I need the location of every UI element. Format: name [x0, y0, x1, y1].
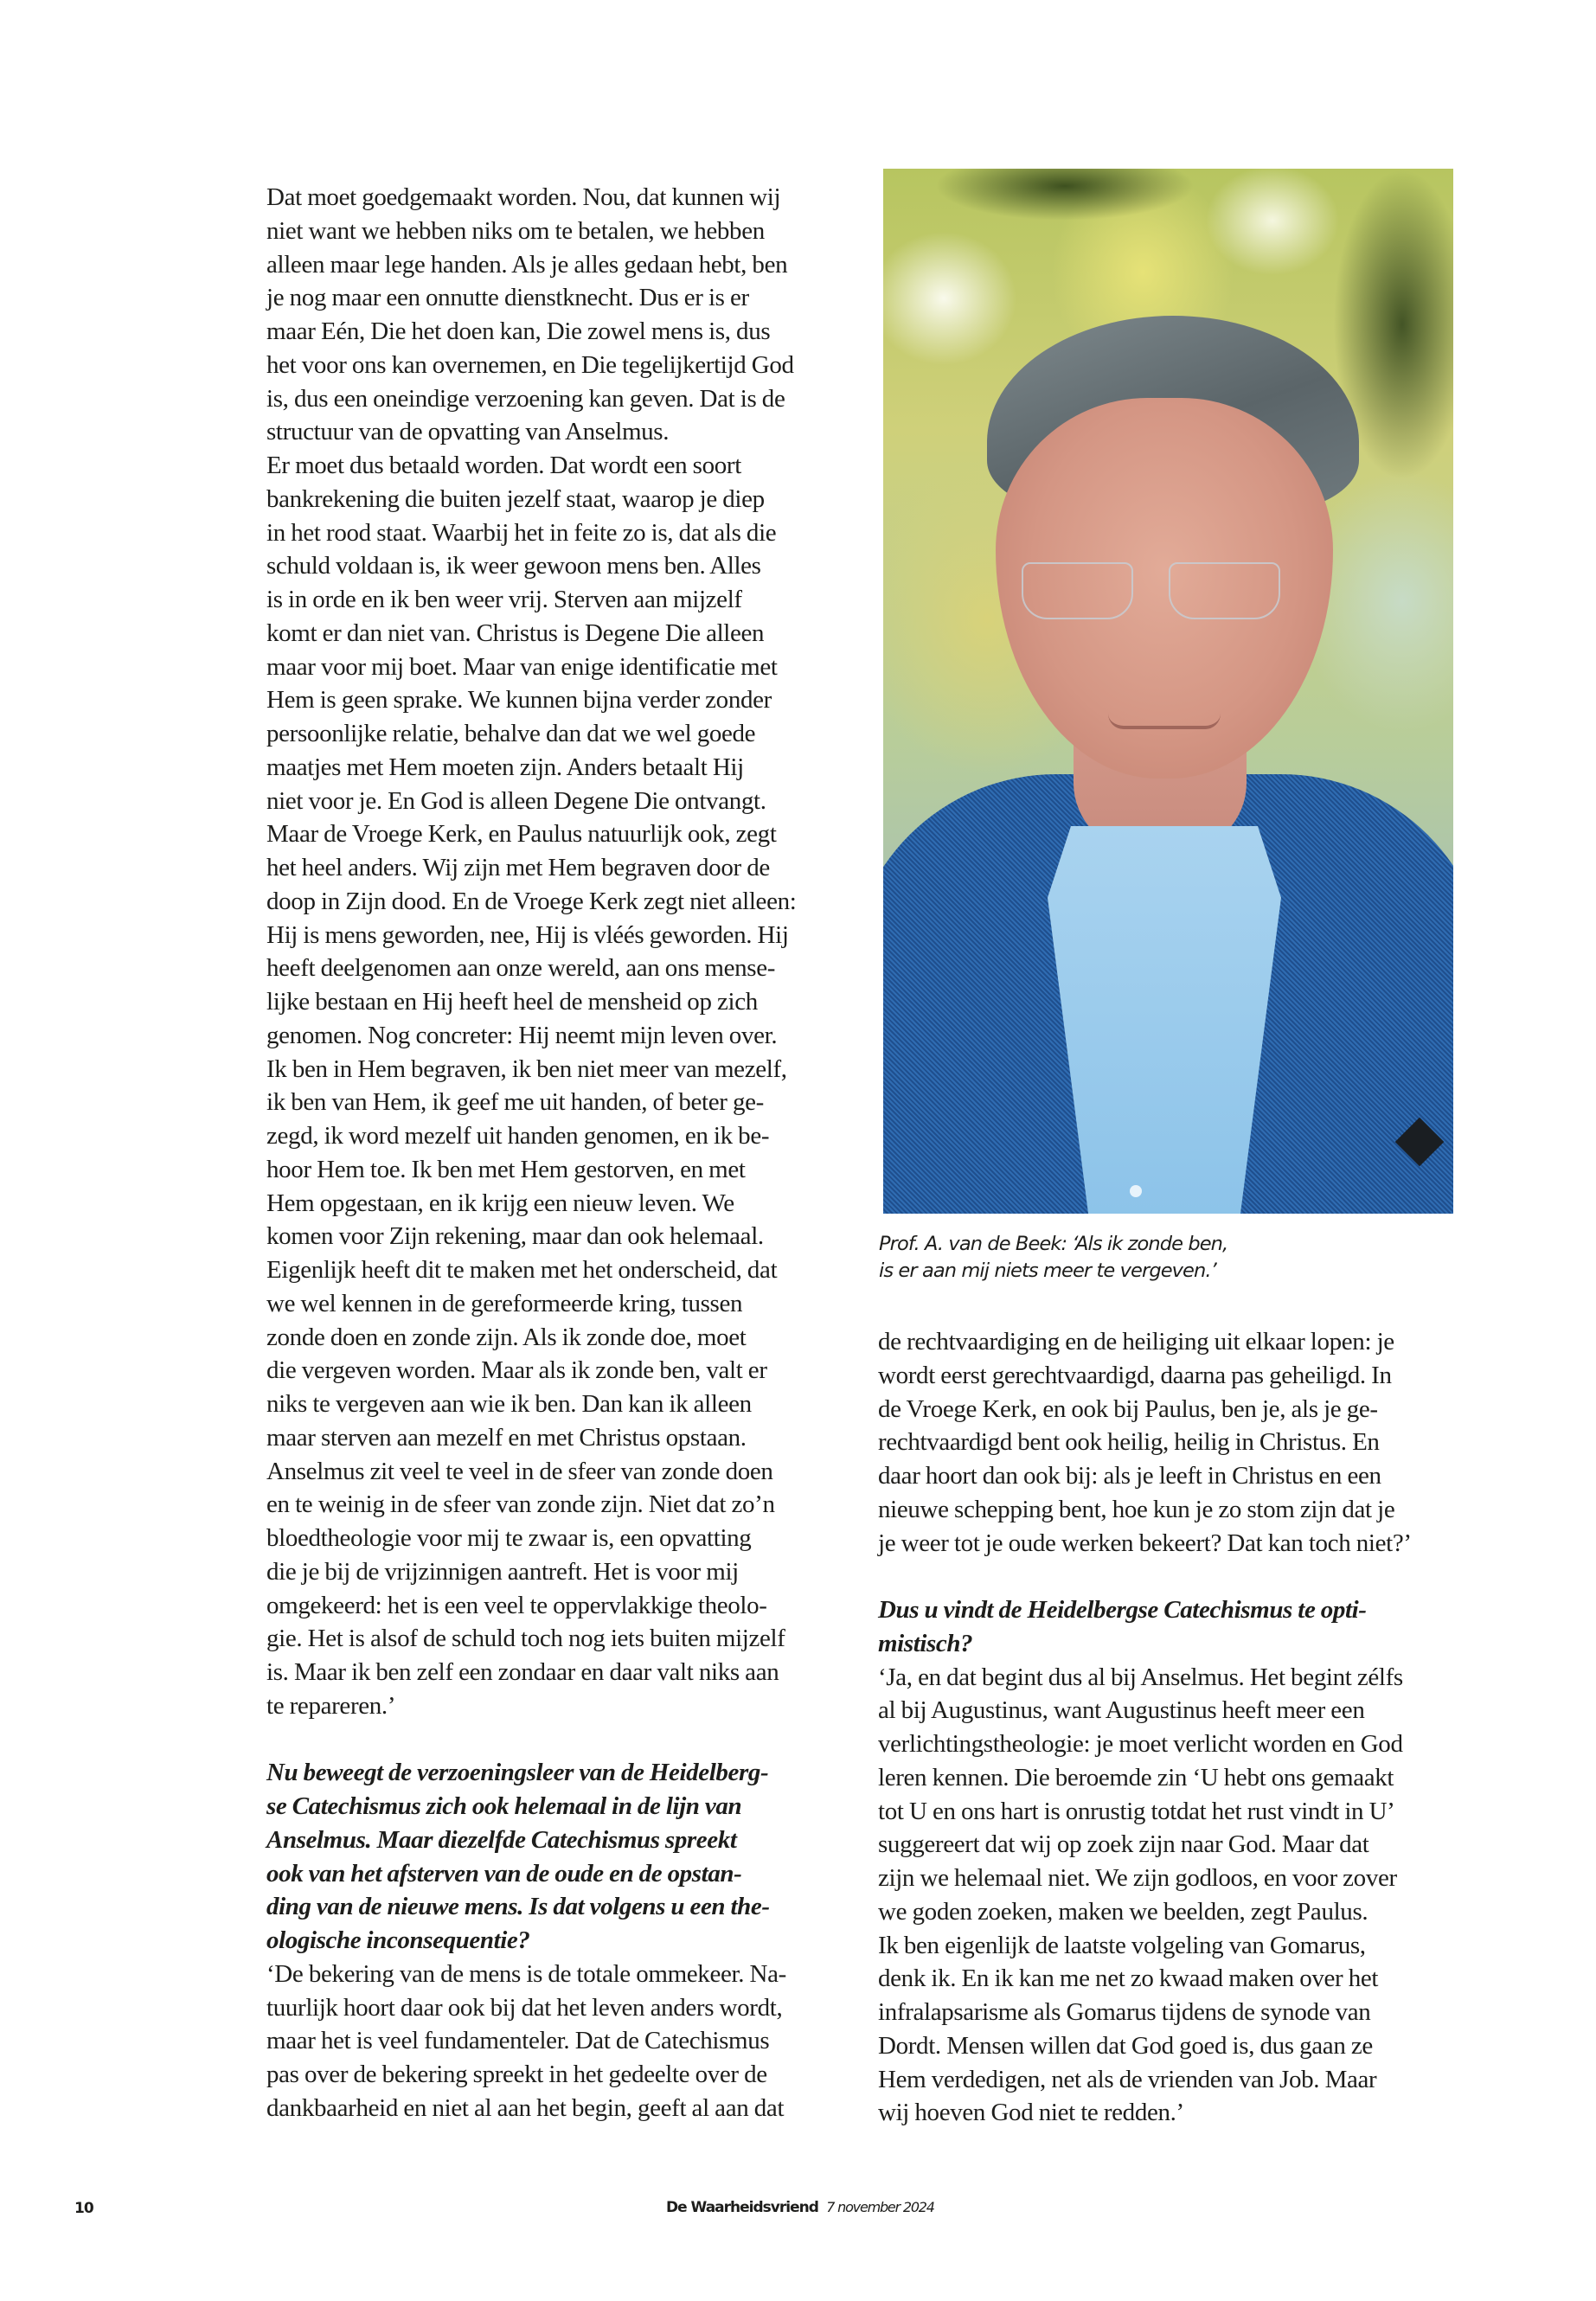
body-text-line: leren kennen. Die beroemde zin ‘U hebt ons gemaakt — [878, 1763, 1394, 1791]
issue-date: 7 november 2024 — [826, 2199, 934, 2215]
caption-line: Prof. A. van de Beek: ‘Als ik zonde ben, — [879, 1233, 1228, 1255]
body-text-line: Maar de Vroege Kerk, en Paulus natuurlijk ook, zegt — [266, 820, 777, 849]
interview-question-line: ding van de nieuwe mens. Is dat volgens u een the- — [266, 1893, 770, 1921]
body-text-line: zonde doen en zonde zijn. Als ik zonde doe, moet — [266, 1323, 747, 1351]
body-text-line: gie. Het is alsof de schuld toch nog iets buiten mijzelf — [266, 1625, 785, 1653]
body-text-line: zijn we helemaal niet. We zijn godloos, en voor zover — [878, 1864, 1397, 1892]
body-text-line: Er moet dus betaald worden. Dat wordt een soort — [266, 452, 741, 479]
body-text-line: we goden zoeken, maken we beelden, zegt Paulus. — [878, 1897, 1368, 1926]
body-text-line: pas over de bekering spreekt in het gedeelte over de — [266, 2061, 767, 2088]
body-text-line: te repareren.’ — [266, 1691, 396, 1720]
photo-background-foliage — [935, 169, 1195, 221]
body-text-line: verlichtingstheologie: je moet verlicht worden en God — [878, 1730, 1403, 1758]
body-text-line: is, dus een oneindige verzoening kan geven. Dat is de — [266, 384, 785, 413]
body-text-line: de Vroege Kerk, en ook bij Paulus, ben je, als je ge- — [878, 1394, 1378, 1423]
body-text-line: Dat moet goedgemaakt worden. Nou, dat kunnen wij — [266, 183, 781, 211]
left-text-column — [266, 181, 855, 2125]
body-text-line: schuld voldaan is, ik weer gewoon mens ben. Alles — [266, 552, 761, 580]
photo-mouth — [1108, 714, 1221, 729]
body-text-line: maar het is veel fundamenteler. Dat de Catechismus — [266, 2027, 770, 2055]
body-text-line: Eigenlijk heeft dit te maken met het onderscheid, dat — [266, 1256, 778, 1284]
page-number: 10 — [74, 2200, 93, 2217]
body-text-line: ‘De bekering van de mens is de totale ommekeer. Na- — [266, 1959, 786, 1988]
body-text-line: komt er dan niet van. Christus is Degene Die alleen — [266, 619, 765, 647]
running-footer — [666, 2199, 934, 2216]
body-text-line: Ik ben eigenlijk de laatste volgeling van Gomarus, — [878, 1931, 1366, 1959]
body-text-line: Hij is mens geworden, nee, Hij is vléés geworden. Hij — [266, 920, 789, 949]
body-text-line: niet voor je. En God is alleen Degene Die ontvangt. — [266, 786, 766, 815]
body-text-line: ‘Ja, en dat begint dus al bij Anselmus. Het begint zélfs — [878, 1663, 1403, 1691]
photo-glasses — [1022, 562, 1133, 619]
body-text-line: die je bij de vrijzinnigen aantreft. Het is voor mij — [266, 1557, 739, 1586]
body-text-line: wij hoeven God niet te redden.’ — [878, 2099, 1184, 2127]
photo-caption — [879, 1231, 1227, 1285]
interview-question-line: Dus u vindt de Heidelbergse Catechismus te opti- — [878, 1596, 1367, 1624]
body-text-line: het heel anders. Wij zijn met Hem begraven door de — [266, 854, 770, 881]
body-text-line: je weer tot je oude werken bekeert? Dat kan toch niet?’ — [878, 1529, 1412, 1557]
body-text-line: maar voor mij boet. Maar van enige identificatie met — [266, 652, 778, 681]
body-text-line: die vergeven worden. Maar als ik zonde ben, valt er — [266, 1356, 767, 1385]
body-text-line: en te weinig in de sfeer van zonde zijn. Niet dat zo’n — [266, 1490, 775, 1519]
body-text-line: hoor Hem toe. Ik ben met Hem gestorven, en met — [266, 1155, 746, 1183]
body-text-line: heeft deelgenomen aan onze wereld, aan ons mense- — [266, 954, 776, 983]
body-text-line: Hem opgestaan, en ik krijg een nieuw leven. We — [266, 1189, 734, 1217]
body-text-line: suggereert dat wij op zoek zijn naar God. Maar dat — [878, 1830, 1369, 1859]
body-text-line: maatjes met Hem moeten zijn. Anders betaalt Hij — [266, 753, 744, 781]
interview-question-line: Anselmus. Maar diezelfde Catechismus spreekt — [266, 1825, 737, 1854]
body-text-line: bankrekening die buiten jezelf staat, waarop je diep — [266, 484, 765, 513]
interview-question-line: mistisch? — [878, 1629, 973, 1657]
body-text-line: daar hoort dan ook bij: als je leeft in Christus en een — [878, 1462, 1381, 1490]
body-text-line: maar Eén, Die het doen kan, Die zowel mens is, dus — [266, 317, 771, 345]
body-text-line: zegd, ik word mezelf uit handen genomen, en ik be- — [266, 1122, 770, 1150]
body-text-line: komen voor Zijn rekening, maar dan ook helemaal. — [266, 1222, 764, 1251]
body-text-line: structuur van de opvatting van Anselmus. — [266, 418, 670, 446]
body-text-line: rechtvaardigd bent ook heilig, heilig in Christus. En — [878, 1428, 1380, 1457]
body-text-line: genomen. Nog concreter: Hij neemt mijn leven over. — [266, 1021, 778, 1049]
body-text-line: niet want we hebben niks om te betalen, we hebben — [266, 216, 765, 245]
caption-line: is er aan mij niets meer te vergeven.’ — [879, 1259, 1216, 1282]
interview-question-line: ook van het afsterven van de oude en de opstan- — [266, 1859, 742, 1888]
interview-question-line: Nu beweegt de verzoeningsleer van de Heidelberg- — [266, 1759, 769, 1787]
body-text-line: Dordt. Mensen willen dat God goed is, dus gaan ze — [878, 2031, 1373, 2060]
body-text-line: ik ben van Hem, ik geef me uit handen, of beter ge- — [266, 1088, 764, 1117]
body-text-line: doop in Zijn dood. En de Vroege Kerk zegt niet alleen: — [266, 887, 797, 915]
body-text-line: Hem is geen sprake. We kunnen bijna verder zonder — [266, 686, 772, 715]
body-text-line: maar sterven aan mezelf en met Christus opstaan. — [266, 1423, 747, 1452]
body-text-line: niks te vergeven aan wie ik ben. Dan kan ik alleen — [266, 1390, 752, 1418]
portrait-photo — [883, 169, 1453, 1214]
right-text-column — [878, 1325, 1466, 2130]
body-text-line: denk ik. En ik kan me net zo kwaad maken over het — [878, 1965, 1379, 1993]
body-text-line: nieuwe schepping bent, hoe kun je zo stom zijn dat je — [878, 1495, 1395, 1523]
body-text-line: de rechtvaardiging en de heiliging uit elkaar lopen: je — [878, 1328, 1394, 1356]
body-text-line: tuurlijk hoort daar ook bij dat het leven anders wordt, — [266, 1993, 783, 2022]
body-text-line: al bij Augustinus, want Augustinus heeft meer een — [878, 1696, 1365, 1725]
body-text-line: alleen maar lege handen. Als je alles gedaan hebt, ben — [266, 250, 788, 279]
photo-glasses — [1169, 562, 1280, 619]
photo-shirt — [1048, 826, 1281, 1214]
interview-question-line: ologische inconsequentie? — [266, 1926, 530, 1954]
interview-question-line: se Catechismus zich ook helemaal in de lijn van — [266, 1792, 742, 1820]
body-text-line: we wel kennen in de gereformeerde kring, tussen — [266, 1289, 743, 1317]
body-text-line: persoonlijke relatie, behalve dan dat we wel goede — [266, 720, 756, 747]
body-text-line: Anselmus zit veel te veel in de sfeer van zonde doen — [266, 1457, 773, 1485]
body-text-line: Hem verdedigen, net als de vrienden van Job. Maar — [878, 2065, 1377, 2093]
body-text-line: is in orde en ik ben weer vrij. Sterven aan mijzelf — [266, 586, 742, 613]
publication-name: De Waarheidsvriend — [666, 2199, 818, 2216]
body-text-line: is. Maar ik ben zelf een zondaar en daar valt niks aan — [266, 1658, 779, 1686]
body-text-line: je nog maar een onnutte dienstknecht. Dus er is er — [266, 284, 749, 312]
body-text-line: dankbaarheid en niet al aan het begin, geeft al aan dat — [266, 2093, 785, 2122]
body-text-line: tot U en ons hart is onrustig totdat het rust vindt in U’ — [878, 1797, 1395, 1825]
paragraph-spacer — [878, 1560, 1466, 1593]
body-text-line: wordt eerst gerechtvaardigd, daarna pas geheiligd. In — [878, 1361, 1392, 1389]
body-text-line: het voor ons kan overnemen, en Die tegelijkertijd God — [266, 350, 794, 379]
body-text-line: bloedtheologie voor mij te zwaar is, een opvatting — [266, 1524, 752, 1552]
body-text-line: lijke bestaan en Hij heeft heel de mensheid op zich — [266, 988, 758, 1016]
paragraph-spacer — [266, 1723, 855, 1757]
body-text-line: infralapsarisme als Gomarus tijdens de synode van — [878, 1998, 1371, 2026]
body-text-line: Ik ben in Hem begraven, ik ben niet meer van mezelf, — [266, 1054, 787, 1083]
photo-shirt-button — [1130, 1185, 1142, 1197]
body-text-line: in het rood staat. Waarbij het in feite zo is, dat als die — [266, 518, 777, 547]
body-text-line: omgekeerd: het is een veel te oppervlakkige theolo- — [266, 1591, 767, 1619]
